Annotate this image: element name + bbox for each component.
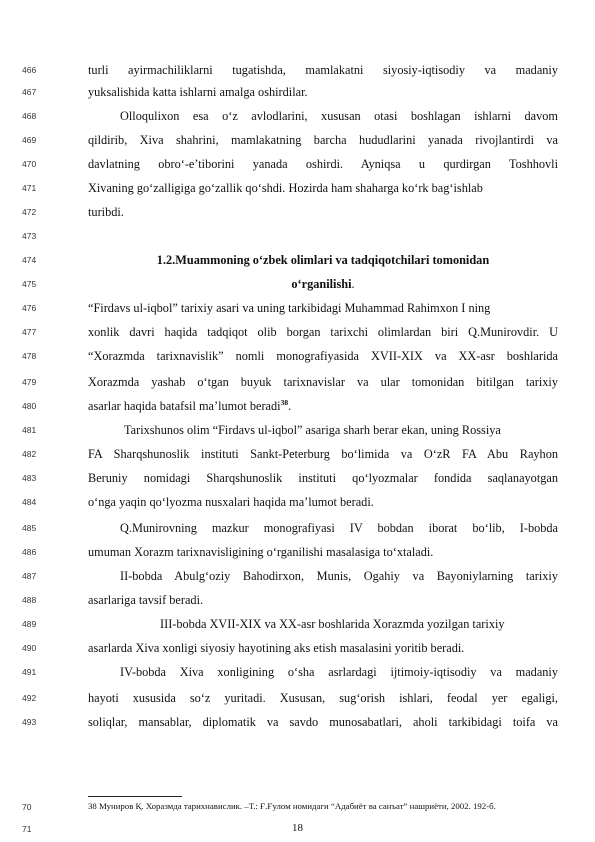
line-number: 478 xyxy=(22,351,37,361)
heading-text: o‘rganilishi xyxy=(291,277,352,291)
line-number: 482 xyxy=(22,449,37,459)
line-number: 477 xyxy=(22,327,37,337)
text-line: Beruniy nomidagi Sharqshunoslik instituti qo‘lyozmalar fondida saqlanayotgan xyxy=(88,471,558,485)
section-heading-continued xyxy=(88,278,558,290)
text-line: Tarixshunos olim “Firdavs ul-iqbol” asariga sharh berar ekan, uning Rossiya xyxy=(124,423,501,437)
line-number: 475 xyxy=(22,279,37,289)
line-number: 70 xyxy=(22,802,32,812)
line-number: 71 xyxy=(22,824,32,834)
text-line: qildirib, Xiva shahrini, mamlakatning barcha hududlarini yanada rivojlantirdi va xyxy=(88,133,558,147)
text-line: IV-bobda Xiva xonligining o‘sha asrlardagi ijtimoiy-iqtisodiy va madaniy xyxy=(120,665,558,679)
text-line: “Firdavs ul-iqbol” tarixiy asari va uning tarkibidagi Muhammad Rahimxon I ning xyxy=(88,301,491,315)
line-number: 489 xyxy=(22,619,37,629)
line-number: 471 xyxy=(22,183,37,193)
line-number: 490 xyxy=(22,643,37,653)
text-line: turli ayirmachiliklarni tugatishda, mamlakatni siyosiy-iqtisodiy va madaniy xyxy=(88,63,558,77)
line-number: 488 xyxy=(22,595,37,605)
line-number: 468 xyxy=(22,111,37,121)
text-span: asarlar haqida batafsil ma’lumot beradi xyxy=(88,399,281,413)
line-number: 474 xyxy=(22,255,37,265)
line-number: 491 xyxy=(22,667,37,677)
heading-period: . xyxy=(351,277,355,291)
text-line: turibdi. xyxy=(88,205,124,219)
line-number: 493 xyxy=(22,717,37,727)
footnote-ref[interactable]: 38 xyxy=(280,397,289,407)
text-line: II-bobda Abulg‘oziy Bahodirxon, Munis, Ogahiy va Bayoniylarning tarixiy xyxy=(120,569,558,583)
line-number: 492 xyxy=(22,693,37,703)
text-line: umuman Xorazm tarixnavisligining o‘rganilishi masalasiga to‘xtaladi. xyxy=(88,545,434,559)
text-line: FA Sharqshunoslik instituti Sankt-Peterburg bo‘limida va O‘zR FA Abu Rayhon xyxy=(88,447,558,461)
line-number: 484 xyxy=(22,497,37,507)
line-number: 486 xyxy=(22,547,37,557)
line-number: 485 xyxy=(22,523,37,533)
text-line: o‘nga yaqin qo‘lyozma nusxalari haqida ma’lumot beradi. xyxy=(88,495,374,509)
line-number: 487 xyxy=(22,571,37,581)
text-line: Q.Munirovning mazkur monografiyasi IV bobdan iborat bo‘lib, I-bobda xyxy=(120,521,558,535)
text-line: “Xorazmda tarixnavislik” nomli monografiyasida XVII-XIX va XX-asr boshlarida xyxy=(88,349,558,363)
text-line: davlatning obro‘-e’tiborini yanada oshirdi. Ayniqsa u qurdirgan Toshhovli xyxy=(88,157,558,171)
section-heading: 1.2.Muammoning o‘zbek olimlari va tadqiqotchilari tomonidan xyxy=(156,253,490,267)
text-line: Olloqulixon esa o‘z avlodlarini, xususan otasi boshlagan ishlarni davom xyxy=(120,109,558,123)
line-number: 469 xyxy=(22,135,37,145)
line-number: 470 xyxy=(22,159,37,169)
footnote-rule xyxy=(88,796,182,797)
line-number: 479 xyxy=(22,377,37,387)
text-line: asarlarda Xiva xonligi siyosiy hayotining aks etish masalasini yoritib beradi. xyxy=(88,641,465,655)
text-line: III-bobda XVII-XIX va XX-asr boshlarida Xorazmda yozilgan tarixiy xyxy=(160,617,505,631)
text-line: hayoti xususida so‘z yuritadi. Xususan, sug‘orish ishlari, feodal yer egaligi, xyxy=(88,691,558,705)
text-line xyxy=(88,397,558,413)
text-line: yuksalishida katta ishlarni amalga oshirdilar. xyxy=(88,85,308,99)
line-number: 476 xyxy=(22,303,37,313)
line-number: 473 xyxy=(22,231,37,241)
line-number: 472 xyxy=(22,207,37,217)
page-number: 18 xyxy=(292,822,303,834)
footnote-text: 38 Муниров Қ. Хоразмда тарихнавислик. –Т.: Ғ.Ғулом номидаги “Адабиёт ва санъат” нашриёти, 2002. 192-б. xyxy=(88,801,496,811)
text-line: soliqlar, mansablar, diplomatik va savdo munosabatlari, aholi tarkibidagi toifa va xyxy=(88,715,558,729)
line-number: 467 xyxy=(22,87,37,97)
text-span: . xyxy=(288,399,292,413)
line-number: 481 xyxy=(22,425,37,435)
text-line: Xivaning go‘zalligiga go‘zallik qo‘shdi. Hozirda ham shaharga ko‘rk bag‘ishlab xyxy=(88,181,483,195)
line-number: 480 xyxy=(22,401,37,411)
text-line: xonlik davri haqida tadqiqot olib borgan tarixchi olimlardan biri Q.Munirovdir. U xyxy=(88,325,558,339)
line-number: 466 xyxy=(22,65,37,75)
line-number: 483 xyxy=(22,473,37,483)
text-line: asarlariga tavsif beradi. xyxy=(88,593,204,607)
text-line: Xorazmda yashab o‘tgan buyuk tarixnavislar va ular tomonidan bitilgan tarixiy xyxy=(88,375,558,389)
